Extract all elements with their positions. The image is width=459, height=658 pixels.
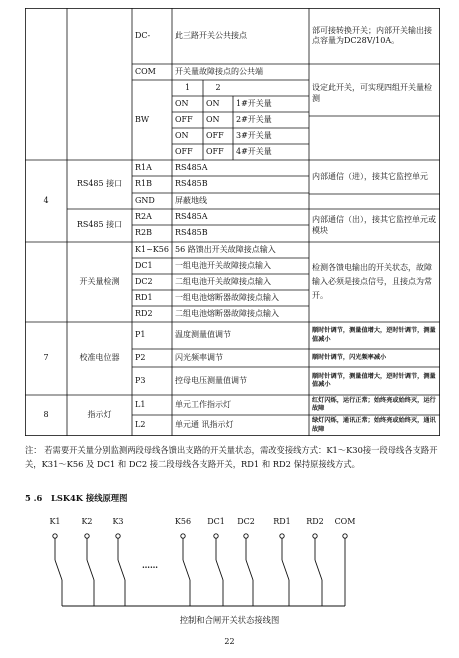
cell-dc-minus-desc: 此三路开关公共接点: [175, 30, 247, 40]
section-number: 5 .6: [25, 493, 43, 503]
terminal-circle: [181, 534, 185, 538]
pin-p1-desc: 温度测量值调节: [175, 330, 231, 340]
pin-r1a: R1A: [135, 162, 152, 172]
pin-p3-note: 顺时针调节，测量值增大，逆时针调节，测量值减小: [312, 372, 436, 388]
terminal-circle: [116, 534, 120, 538]
bw-r3-s2: OFF: [206, 130, 224, 140]
wiring-diagram-svg: [25, 508, 443, 613]
bw-r1-s2: ON: [206, 98, 220, 108]
pin-p1-note: 顺时针调节，测量值增大，逆时针调节，测量值减小: [312, 327, 436, 343]
pin-l2-note: 绿灯闪烁，通讯正常；始终亮或始终灭，通讯故障: [312, 417, 436, 433]
pin-dc1-desc: 一组电池开关故障接点输入: [175, 260, 271, 270]
bw-r4-result: 4#开关量: [236, 146, 272, 156]
bw-header-1: 1: [184, 82, 191, 92]
pin-rd1: RD1: [135, 292, 153, 302]
pin-l1: L1: [135, 399, 146, 409]
rs485-out-note: 内部通信（出），接其它监控单元或模块: [312, 215, 436, 235]
switch-contact: [216, 560, 223, 580]
ellipsis-dots: ……: [142, 560, 158, 570]
bw-header-2: 2: [215, 82, 221, 92]
pin-gnd: GND: [135, 195, 155, 205]
terminal-label-k56: K56: [174, 517, 192, 526]
terminal-label-dc2: DC2: [237, 517, 255, 526]
terminal-label-dc1: DC1: [207, 517, 225, 526]
bw-r1-result: 1#开关量: [236, 98, 272, 108]
section-heading: [25, 492, 127, 504]
switch-contact: [183, 560, 190, 580]
pin-dc2: DC2: [135, 276, 153, 286]
pin-r1a-desc: RS485A: [175, 162, 208, 172]
pin-p3-desc: 控母电压测量值调节: [175, 375, 247, 385]
pin-r1b-desc: RS485B: [175, 179, 208, 189]
terminal-label-rd1: RD1: [273, 517, 291, 526]
pin-dc2-desc: 二组电池开关故障接点输入: [175, 276, 271, 286]
pin-l2-desc: 单元通 讯指示灯: [175, 420, 234, 430]
pin-r1b: R1B: [135, 179, 152, 189]
pin-r2a-desc: RS485A: [175, 211, 208, 221]
pin-l1-desc: 单元工作指示灯: [175, 399, 231, 409]
pin-p1: P1: [135, 330, 146, 340]
terminal-circle: [244, 534, 248, 538]
switch-contact: [246, 560, 253, 580]
rs485-out-label: RS485 接口: [76, 220, 123, 230]
pin-k1-k56: K1~K56: [135, 244, 169, 254]
pin-r2b: R2B: [135, 228, 152, 238]
potentiometer-label: 校准电位器: [79, 353, 120, 363]
switch-detect-note: 检测各馈电输出的开关状态，故障输入必须是接点信号，且接点为常开。: [312, 263, 432, 300]
pin-r2a: R2A: [135, 211, 152, 221]
bw-r3-s1: ON: [175, 130, 189, 140]
pin-rd1-desc: 一组电池熔断器故障接点输入: [175, 292, 279, 302]
terminal-circle: [214, 534, 218, 538]
pin-k1-k56-desc: 56 路馈出开关故障接点输入: [175, 244, 276, 254]
pin-l1-note: 红灯闪烁，运行正常；始终亮或始终灭，运行故障: [312, 396, 436, 412]
terminal-circle: [85, 534, 89, 538]
pin-l2: L2: [135, 420, 146, 430]
bw-r3-result: 3#开关量: [236, 130, 272, 140]
switch-contact: [282, 560, 289, 580]
switch-contact: [55, 560, 62, 580]
pin-p2: P2: [135, 352, 146, 362]
bw-r2-s2: ON: [206, 114, 220, 124]
switch-contact: [315, 560, 322, 580]
bw-r4-s2: OFF: [206, 146, 224, 156]
switch-contact: [118, 560, 125, 580]
diagram-caption: 控制和合闸开关状态接线图: [179, 615, 280, 625]
section-8-number: 8: [43, 410, 49, 420]
wiring-diagram: [25, 508, 443, 613]
terminal-label-k1: K1: [49, 517, 61, 526]
cell-bw: BW: [135, 114, 150, 124]
indicator-label: 指示灯: [87, 410, 112, 420]
section-title: LSK4K 接线原理图: [51, 493, 128, 503]
switch-contact: [87, 560, 94, 580]
pin-dc1: DC1: [135, 260, 153, 270]
pin-description-table: [25, 8, 440, 436]
rs485-in-note: 内部通信（进），接其它监控单元: [312, 171, 428, 181]
terminal-circle: [53, 534, 57, 538]
terminal-circle: [343, 534, 347, 538]
cell-dc-minus-note: 部可接转换开关；内部开关输出接点容量为DC28V/10A。: [312, 25, 432, 45]
wiring-note: 注： 若需要开关量分别监测两段母线各馈出支路的开关量状态，需改变接线方式：K1～K30接一段母线各支路开关，K31～K56 及 DC1 和 DC2 接二段母线各支路开关，RD1 和 RD2 保持原接线方式。: [25, 445, 438, 469]
cell-com-desc: 开关量故障接点的公共端: [175, 66, 263, 76]
bw-r1-s1: ON: [175, 98, 189, 108]
terminal-label-k2: K2: [81, 517, 93, 526]
pin-p2-desc: 闪光频率调节: [175, 352, 223, 362]
cell-dc-minus: DC-: [135, 30, 151, 40]
bw-r4-s1: OFF: [175, 146, 193, 156]
bw-r2-result: 2#开关量: [236, 114, 272, 124]
pin-rd2: RD2: [135, 308, 153, 318]
switch-detect-label: 开关量检测: [79, 276, 120, 286]
terminal-label-com: COM: [334, 517, 356, 526]
terminal-circle: [280, 534, 284, 538]
pin-r2b-desc: RS485B: [175, 228, 208, 238]
section-7-number: 7: [43, 353, 49, 363]
page-number: 22: [224, 637, 235, 646]
terminal-label-rd2: RD2: [306, 517, 324, 526]
pin-rd2-desc: 二组电池熔断器故障接点输入: [175, 308, 279, 318]
terminal-circle: [313, 534, 317, 538]
section-5-number: [25, 242, 67, 322]
bw-r2-s1: OFF: [175, 114, 193, 124]
pin-p3: P3: [135, 375, 146, 385]
section-4-number: 4: [43, 195, 49, 205]
cell-bw-note: 设定此开关，可实现四组开关量检测: [312, 83, 432, 103]
terminal-label-k3: K3: [112, 517, 124, 526]
rs485-in-label: RS485 接口: [76, 179, 123, 189]
pin-p2-note: 顺时针调节，闪光频率减小: [312, 353, 387, 361]
pin-gnd-desc: 屏蔽地线: [175, 195, 207, 205]
cell-com: COM: [135, 66, 156, 76]
